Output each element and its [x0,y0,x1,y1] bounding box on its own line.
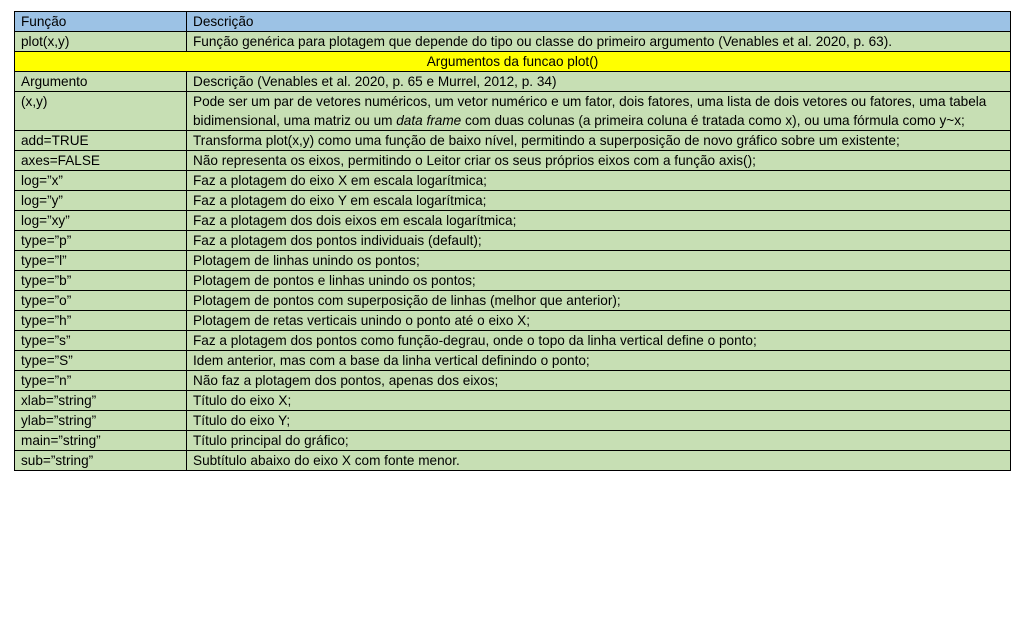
argument-description: Não faz a plotagem dos pontos, apenas dos eixos; [187,371,1011,391]
section-title-row [15,52,1011,72]
argument-name: axes=FALSE [15,151,187,171]
argument-name: xlab=”string” [15,391,187,411]
argument-name: type=”p” [15,231,187,251]
argument-name: log=”y” [15,191,187,211]
argument-description: Idem anterior, mas com a base da linha vertical definindo o ponto; [187,351,1011,371]
argument-description: Faz a plotagem dos dois eixos em escala logarítmica; [187,211,1011,231]
table-row [15,391,1011,411]
argument-description: Faz a plotagem dos pontos como função-degrau, onde o topo da linha vertical define o ponto; [187,331,1011,351]
subheader-col-description: Descrição (Venables et al. 2020, p. 65 e Murrel, 2012, p. 34) [187,72,1011,92]
argument-name: type=”n” [15,371,187,391]
argument-name: (x,y) [15,92,187,131]
argument-description: Não representa os eixos, permitindo o Leitor criar os seus próprios eixos com a função axis(); [187,151,1011,171]
argument-description: Subtítulo abaixo do eixo X com fonte menor. [187,451,1011,471]
argument-name: type=”h” [15,311,187,331]
argument-name: sub=”string” [15,451,187,471]
function-name: plot(x,y) [15,32,187,52]
argument-description: Plotagem de pontos e linhas unindo os pontos; [187,271,1011,291]
argument-name: log=”xy” [15,211,187,231]
table-header-row [15,12,1011,32]
argument-description: Faz a plotagem dos pontos individuais (default); [187,231,1011,251]
table-row [15,331,1011,351]
argument-description: Plotagem de pontos com superposição de linhas (melhor que anterior); [187,291,1011,311]
table-row [15,191,1011,211]
table-row [15,351,1011,371]
table-row [15,151,1011,171]
section-title: Argumentos da funcao plot() [15,52,1011,72]
argument-description [187,92,1011,131]
table-row [15,371,1011,391]
argument-name: type=”S” [15,351,187,371]
description-text: Pode ser um par de vetores numéricos, um vetor numérico e um fator, dois fatores, uma lista de dois vetores ou fatores, uma tabela bidimensional, uma matriz ou um [193,94,987,128]
table-row [15,171,1011,191]
arguments-subheader-row [15,72,1011,92]
argument-description: Plotagem de linhas unindo os pontos; [187,251,1011,271]
plot-function-row [15,32,1011,52]
header-col-description: Descrição [187,12,1011,32]
function-description: Função genérica para plotagem que depende do tipo ou classe do primeiro argumento (Venables et al. 2020, p. 63). [187,32,1011,52]
argument-description: Título do eixo X; [187,391,1011,411]
argument-name: type=”b” [15,271,187,291]
table-row [15,411,1011,431]
argument-description: Plotagem de retas verticais unindo o ponto até o eixo X; [187,311,1011,331]
argument-name: type=”s” [15,331,187,351]
table-row [15,311,1011,331]
argument-name: ylab=”string” [15,411,187,431]
table-row [15,431,1011,451]
subheader-col-argument: Argumento [15,72,187,92]
table-row [15,211,1011,231]
description-text: com duas colunas (a primeira coluna é tratada como x), ou uma fórmula como y~x; [461,113,965,128]
argument-name: add=TRUE [15,131,187,151]
argument-name: type=”l” [15,251,187,271]
argument-description: Título principal do gráfico; [187,431,1011,451]
argument-name: main=”string” [15,431,187,451]
argument-description: Título do eixo Y; [187,411,1011,431]
argument-description: Transforma plot(x,y) como uma função de baixo nível, permitindo a superposição de novo gráfico sobre um existente; [187,131,1011,151]
table-row [15,131,1011,151]
table-row [15,291,1011,311]
argument-description: Faz a plotagem do eixo Y em escala logarítmica; [187,191,1011,211]
description-emphasis: data frame [396,113,462,128]
argument-name: log=”x” [15,171,187,191]
argument-name: type=”o” [15,291,187,311]
plot-arguments-table [14,11,1011,471]
header-col-function: Função [15,12,187,32]
table-row [15,231,1011,251]
table-row [15,251,1011,271]
argument-description: Faz a plotagem do eixo X em escala logarítmica; [187,171,1011,191]
table-row [15,271,1011,291]
table-row [15,92,1011,131]
table-row [15,451,1011,471]
